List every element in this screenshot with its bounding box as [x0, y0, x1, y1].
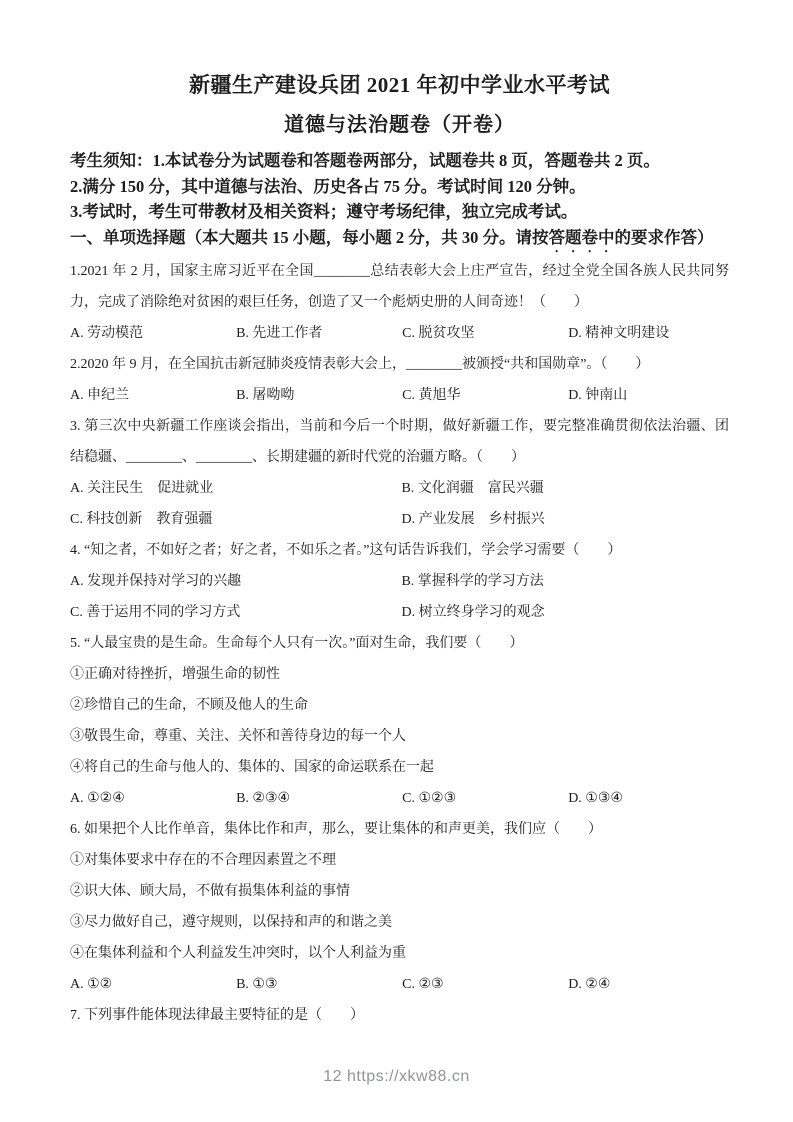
question-6	[70, 814, 729, 1000]
question-5-stem-line-1: 5. “人最宝贵的是生命。生命每个人只有一次。”面对生命，我们要（ ）	[70, 635, 524, 651]
question-1-stem-line-2: 力，完成了消除绝对贫困的艰巨任务，创造了又一个彪炳史册的人间奇迹！（ ）	[70, 294, 588, 310]
question-2-option-a: A. 申纪兰	[70, 387, 130, 403]
question-2	[70, 349, 729, 411]
question-3-options-row-1	[70, 473, 729, 504]
question-6-item-3: ③尽力做好自己，遵守规则，以保持和声的和谐之美	[70, 914, 392, 930]
question-3-option-b: B. 文化润疆 富民兴疆	[401, 480, 544, 496]
candidate-notice	[70, 148, 729, 225]
question-list	[70, 256, 729, 1031]
section-heading	[70, 225, 729, 256]
exam-subtitle: 道德与法治题卷（开卷）	[284, 114, 515, 136]
question-6-option-b: B. ①③	[236, 976, 278, 992]
exam-title: 新疆生产建设兵团 2021 年初中学业水平考试	[189, 73, 610, 97]
question-1-stem-line-1: 1.2021 年 2 月，国家主席习近平在全国________总结表彰大会上庄严宣告，经过全党全国各族人民共同努	[70, 263, 729, 279]
question-3	[70, 411, 729, 535]
notice-line-2: 2.满分 150 分，其中道德与法治、历史各占 75 分。考试时间 120 分钟。	[70, 176, 586, 196]
question-5	[70, 628, 729, 814]
question-6-options	[70, 969, 729, 1000]
question-6-item-2: ②识大体、顾大局，不做有损集体利益的事情	[70, 883, 350, 899]
page-footer-text: 12 https://xkw88.cn	[323, 1068, 470, 1085]
question-6-stem-line-1: 6. 如果把个人比作单音，集体比作和声，那么，要让集体的和声更美，我们应（ ）	[70, 821, 602, 837]
question-4-option-d: D. 树立终身学习的观念	[401, 604, 545, 620]
question-1-option-a: A. 劳动模范	[70, 325, 144, 341]
question-1	[70, 256, 729, 349]
question-4-option-c: C. 善于运用不同的学习方式	[70, 604, 241, 620]
question-5-item-4: ④将自己的生命与他人的、集体的、国家的命运联系在一起	[70, 759, 434, 775]
question-1-option-c: C. 脱贫攻坚	[402, 325, 475, 341]
question-3-options-row-2	[70, 504, 729, 535]
question-3-option-d: D. 产业发展 乡村振兴	[401, 511, 545, 527]
question-3-stem-line-2: 结稳疆、________、________、长期建疆的新时代党的治疆方略。（ ）	[70, 449, 525, 465]
notice-line-1: 考生须知：1.本试卷分为试题卷和答题卷两部分，试题卷共 8 页，答题卷共 2 页。	[70, 151, 660, 170]
question-4-stem-line-1: 4. “知之者，不如好之者；好之者，不如乐之者。”这句话告诉我们，学会学习需要（ ）	[70, 542, 622, 558]
question-5-item-1: ①正确对待挫折，增强生命的韧性	[70, 666, 280, 682]
question-5-option-c: C. ①②③	[402, 790, 457, 806]
section-heading-emphasis: 答题卷中	[548, 227, 615, 247]
question-2-stem-line-1: 2.2020 年 9 月，在全国抗击新冠肺炎疫情表彰大会上，________被颁授“共和国勋章”。（ ）	[70, 356, 650, 372]
page-footer	[0, 1068, 793, 1086]
question-3-option-c: C. 科技创新 教育强疆	[70, 511, 213, 527]
question-2-option-d: D. 钟南山	[568, 387, 628, 403]
question-2-options	[70, 380, 729, 411]
question-5-option-b: B. ②③④	[236, 790, 291, 806]
notice-line-3: 3.考试时，考生可带教材及相关资料；遵守考场纪律，独立完成考试。	[70, 202, 578, 221]
question-3-option-a: A. 关注民生 促进就业	[70, 480, 214, 496]
question-4-option-a: A. 发现并保持对学习的兴趣	[70, 573, 242, 589]
question-4	[70, 535, 729, 628]
question-4-options-row-1	[70, 566, 729, 597]
question-5-item-3: ③敬畏生命，尊重、关注、关怀和善待身边的每一个人	[70, 728, 406, 744]
question-3-stem-line-1: 3. 第三次中央新疆工作座谈会指出，当前和今后一个时期，做好新疆工作，要完整准确贯彻依法治疆、团	[70, 418, 729, 434]
question-2-option-c: C. 黄旭华	[402, 387, 461, 403]
question-5-option-a: A. ①②④	[70, 790, 125, 806]
question-6-option-c: C. ②③	[402, 976, 444, 992]
question-5-option-d: D. ①③④	[568, 790, 623, 806]
question-1-options	[70, 318, 729, 349]
question-6-item-4: ④在集体利益和个人利益发生冲突时，以个人利益为重	[70, 945, 406, 961]
question-4-option-b: B. 掌握科学的学习方法	[401, 573, 544, 589]
question-2-option-b: B. 屠呦呦	[236, 387, 295, 403]
question-6-item-1: ①对集体要求中存在的不合理因素置之不理	[70, 852, 336, 868]
section-heading-prefix: 一、单项选择题（本大题共 15 小题，每小题 2 分，共 30 分。请按	[70, 227, 549, 247]
section-heading-suffix: 的要求作答）	[614, 227, 714, 247]
question-6-option-d: D. ②④	[568, 976, 611, 992]
question-6-option-a: A. ①②	[70, 976, 113, 992]
question-5-item-2: ②珍惜自己的生命，不顾及他人的生命	[70, 697, 308, 713]
question-5-options	[70, 783, 729, 814]
question-7-stem-line-1: 7. 下列事件能体现法律最主要特征的是（ ）	[70, 1007, 364, 1023]
question-4-options-row-2	[70, 597, 729, 628]
question-7	[70, 1000, 729, 1031]
question-1-option-b: B. 先进工作者	[236, 325, 323, 341]
question-1-option-d: D. 精神文明建设	[568, 325, 670, 341]
